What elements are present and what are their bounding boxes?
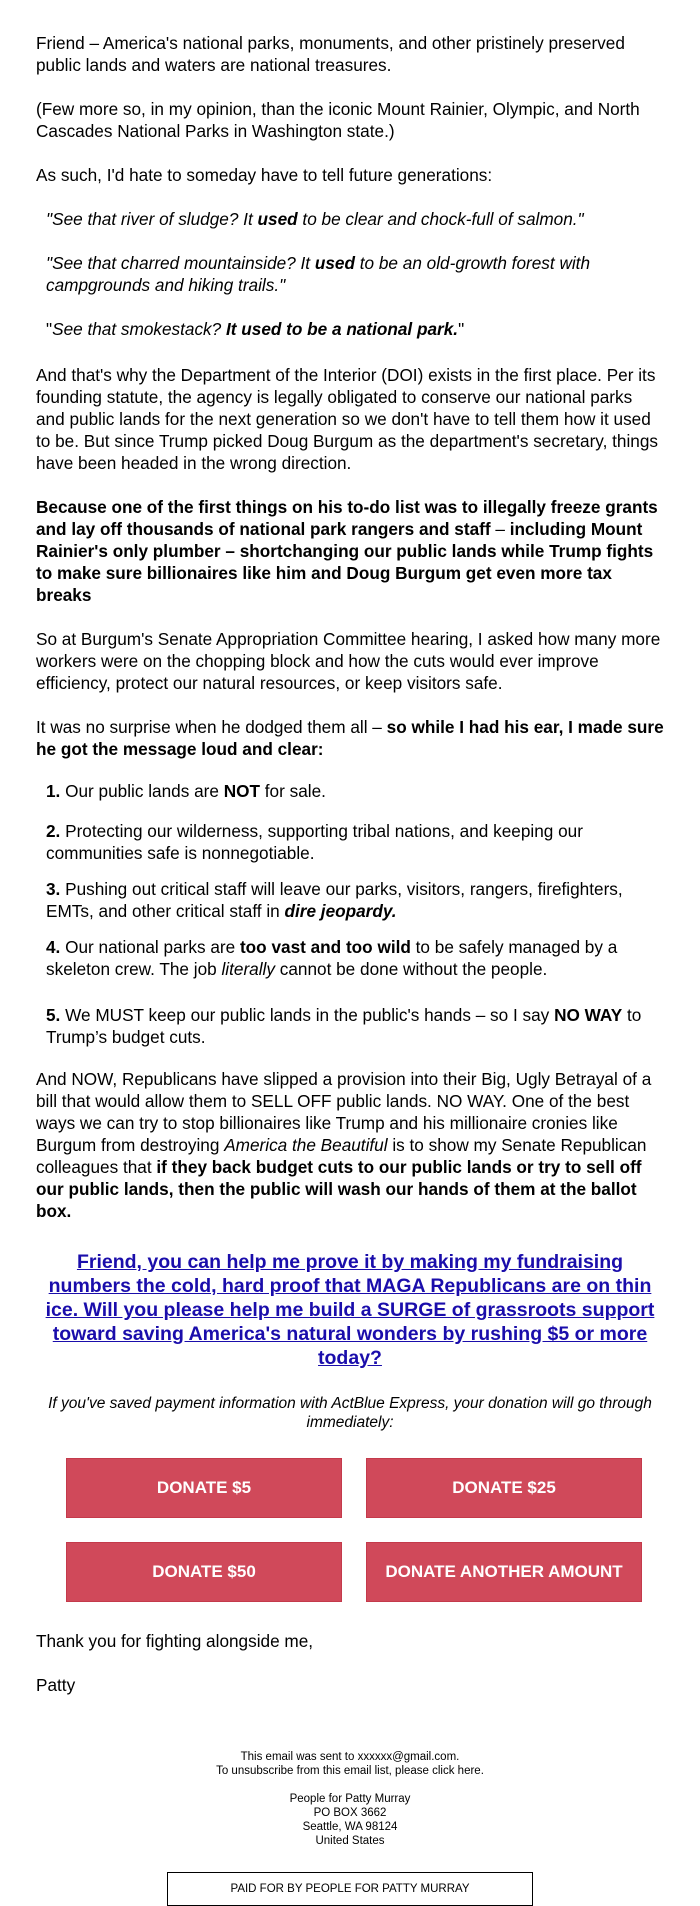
hearing-paragraph: So at Burgum's Senate Appropriation Committee hearing, I asked how many more workers were on the chopping block and how the cuts would ever improve efficiency, protect our natural resources, or keep visitors safe. [36, 629, 661, 693]
city-line: Seattle, WA 98124 [302, 1821, 398, 1833]
list-item: 4. Our national parks are too vast and too wild to be safely managed by a skeleton crew. The job literally cannot be done without the people. [46, 937, 618, 979]
footer [36, 1750, 664, 1848]
actblue-note: If you've saved payment information with ActBlue Express, your donation will go through immediately: [48, 1395, 652, 1431]
message-paragraph: It was no surprise when he dodged them all – so while I had his ear, I made sure he got the message loud and clear: [36, 717, 664, 759]
layoffs-paragraph: Because one of the first things on his to-do list was to illegally freeze grants and lay off thousands of national park rangers and staff – including Mount Rainier's only plumber – shortchanging our public lands while Trump fights to make sure billionaires like him and Doug Burgum get even more tax breaks [36, 497, 658, 605]
donate-50-button[interactable]: DONATE $50 [66, 1542, 342, 1602]
list-item: 2. Protecting our wilderness, supporting tribal nations, and keeping our communities safe is nonnegotiable. [46, 821, 583, 863]
signoff-thanks: Thank you for fighting alongside me, [36, 1631, 314, 1651]
list-item: 1. Our public lands are NOT for sale. [46, 781, 326, 801]
donate-cta-link[interactable]: Friend, you can help me prove it by making my fundraising numbers the cold, hard proof that MAGA Republicans are on thin ice. Will you please help me build a SURGE of grassroots support toward saving America's natural wonders by rushing $5 or more today? [45, 1251, 655, 1369]
country-line: United States [315, 1835, 385, 1847]
signoff-name: Patty [36, 1675, 76, 1695]
republicans-paragraph: And NOW, Republicans have slipped a provision into their Big, Ugly Betrayal of a bill that would allow them to SELL OFF public lands. NO WAY. One of the best ways we can try to stop billionaires like Trump and his millionaire cronies like Burgum from destroying America the Beautiful is to show my Senate Republican colleagues that if they back budget cuts to our public lands or try to sell off our public lands, then the public will wash our hands of them at the ballot box. [36, 1069, 652, 1221]
sent-to-line: This email was sent to xxxxxx@gmail.com. [240, 1751, 460, 1763]
org-name: People for Patty Murray [289, 1793, 411, 1805]
list-item: 5. We MUST keep our public lands in the public's hands – so I say NO WAY to Trump’s budget cuts. [46, 1005, 642, 1047]
unsubscribe-link[interactable]: To unsubscribe from this email list, please click here. [216, 1765, 484, 1777]
quote-river: "See that river of sludge? It used to be clear and chock-full of salmon." [46, 209, 584, 229]
paid-for-disclaimer: PAID FOR BY PEOPLE FOR PATTY MURRAY [167, 1872, 533, 1906]
po-box: PO BOX 3662 [313, 1807, 387, 1819]
donate-buttons [66, 1458, 664, 1602]
parks-paragraph: (Few more so, in my opinion, than the iconic Mount Rainier, Olympic, and North Cascades National Parks in Washington state.) [36, 99, 640, 141]
cta-block [44, 1250, 656, 1370]
quote-mountainside: "See that charred mountainside? It used to be an old-growth forest with campgrounds and hiking trails." [46, 253, 591, 295]
donate-25-button[interactable]: DONATE $25 [366, 1458, 642, 1518]
intro-paragraph: Friend – America's national parks, monuments, and other pristinely preserved public lands and waters are national treasures. [36, 33, 625, 75]
list-item: 3. Pushing out critical staff will leave our parks, visitors, rangers, firefighters, EMTs, and other critical staff in dire jeopardy. [46, 879, 623, 921]
quote-smokestack: "See that smokestack? It used to be a national park." [46, 319, 465, 339]
donate-5-button[interactable]: DONATE $5 [66, 1458, 342, 1518]
donate-other-button[interactable]: DONATE ANOTHER AMOUNT [366, 1542, 642, 1602]
doi-paragraph: And that's why the Department of the Interior (DOI) exists in the first place. Per its founding statute, the agency is legally obligated to conserve our national parks and public lands for the next generation so we don't have to tell them how it used to be. But since Trump picked Doug Burgum as the department's secretary, things have been headed in the wrong direction. [36, 365, 659, 473]
generations-paragraph: As such, I'd hate to someday have to tell future generations: [36, 165, 493, 185]
